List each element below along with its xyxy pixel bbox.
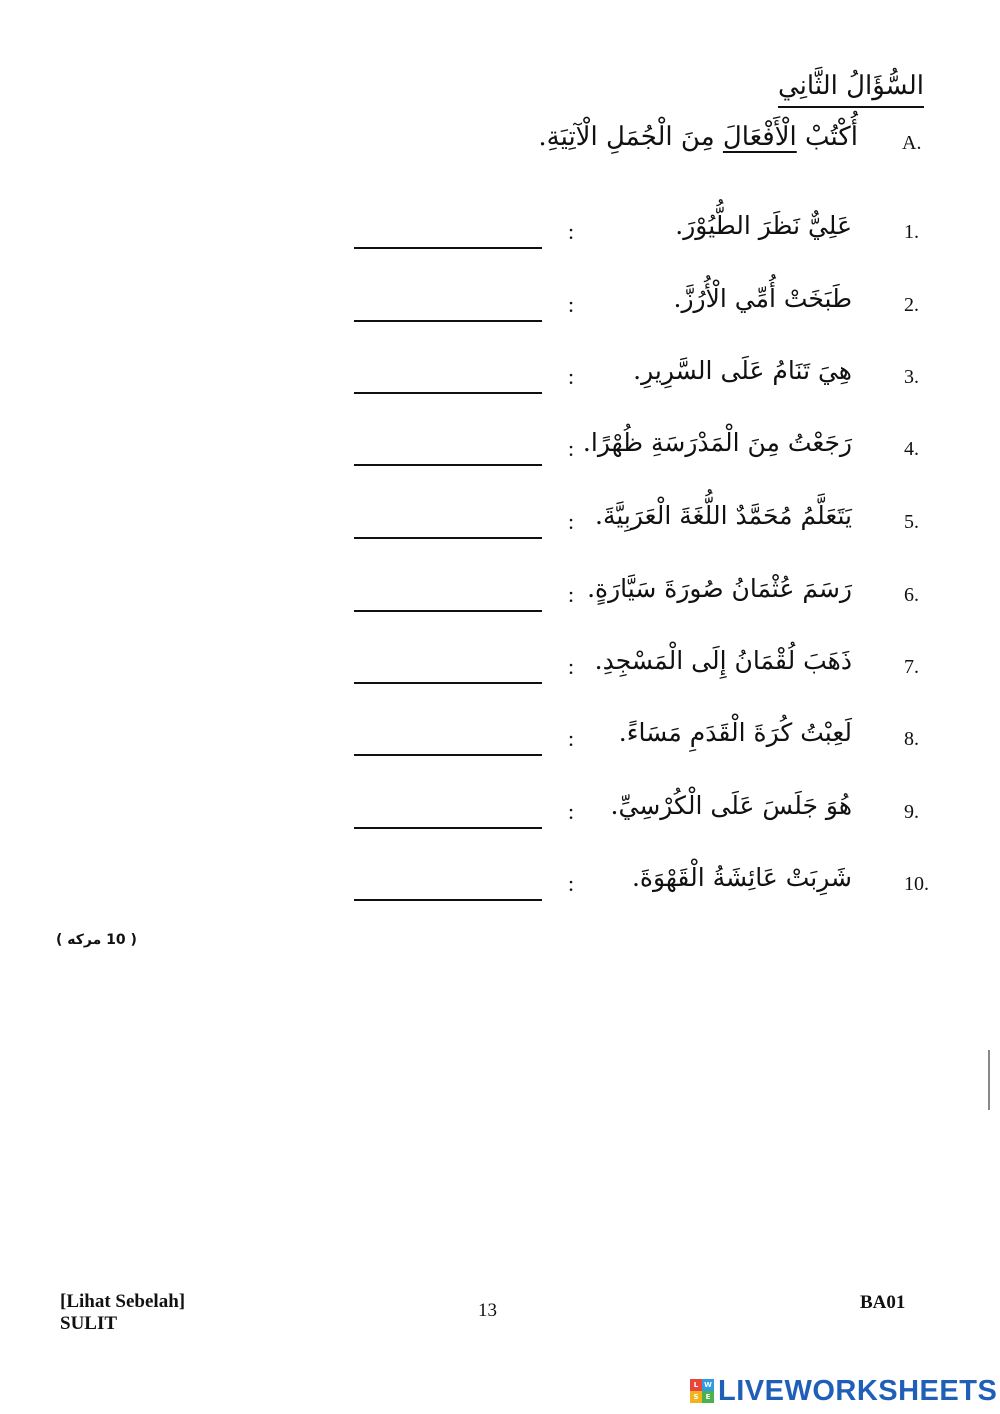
marks-label: ( 10 مركه ) — [56, 932, 137, 948]
question-row — [0, 714, 1000, 764]
scan-edge-mark — [988, 1050, 990, 1110]
question-number: 7. — [904, 656, 919, 678]
question-row — [0, 497, 1000, 547]
question-sentence: ذَهَبَ لُقْمَانُ إِلَى الْمَسْجِدِ. — [594, 646, 852, 675]
logo-cell: W — [702, 1379, 714, 1391]
answer-blank[interactable] — [354, 537, 542, 539]
instruction-underlined-word: الْأَفْعَالَ — [722, 122, 797, 152]
question-sentence: رَسَمَ عُثْمَانُ صُورَةَ سَيَّارَةٍ. — [587, 574, 852, 603]
question-number: 10. — [904, 873, 929, 895]
answer-blank[interactable] — [354, 247, 542, 249]
question-row — [0, 207, 1000, 257]
logo-cell: L — [690, 1379, 702, 1391]
answer-blank[interactable] — [354, 610, 542, 612]
question-number: 4. — [904, 438, 919, 460]
question-number: 1. — [904, 221, 919, 243]
question-sentence: رَجَعْتُ مِنَ الْمَدْرَسَةِ ظُهْرًا. — [582, 428, 852, 457]
question-number: 8. — [904, 728, 919, 750]
question-sentence: عَلِيٌّ نَظَرَ الطُّيُوْرَ. — [675, 211, 852, 240]
answer-blank[interactable] — [354, 827, 542, 829]
liveworksheets-logo-icon — [690, 1379, 714, 1403]
answer-blank[interactable] — [354, 682, 542, 684]
question-number: 5. — [904, 511, 919, 533]
question-number: 6. — [904, 584, 919, 606]
footer-see-next-page: [Lihat Sebelah] — [60, 1291, 186, 1312]
question-number: 9. — [904, 801, 919, 823]
brand-name: LIVEWORKSHEETS — [718, 1374, 998, 1407]
instruction-suffix: مِنَ الْجُمَلِ الْآتِيَةِ. — [538, 122, 723, 152]
instruction-prefix: أُكْتُبْ — [796, 122, 858, 152]
paper-code: BA01 — [860, 1292, 906, 1313]
question-number: 3. — [904, 366, 919, 388]
question-row — [0, 352, 1000, 402]
question-sentence: لَعِبْتُ كُرَةَ الْقَدَمِ مَسَاءً. — [618, 718, 852, 747]
section-heading: السُّؤَالُ الثَّانِي — [778, 70, 924, 108]
question-colon: : — [568, 509, 575, 534]
question-colon: : — [568, 799, 575, 824]
answer-blank[interactable] — [354, 392, 542, 394]
instruction-marker: A. — [902, 132, 922, 154]
footer-left — [60, 1291, 185, 1335]
question-row — [0, 787, 1000, 837]
question-colon: : — [568, 364, 575, 389]
question-sentence: شَرِبَتْ عَائِشَةُ الْقَهْوَةَ. — [631, 863, 852, 892]
answer-blank[interactable] — [354, 899, 542, 901]
question-row — [0, 859, 1000, 909]
question-row — [0, 570, 1000, 620]
question-colon: : — [568, 654, 575, 679]
instruction-text — [538, 122, 858, 152]
question-colon: : — [568, 219, 575, 244]
question-colon: : — [568, 871, 575, 896]
question-row — [0, 424, 1000, 474]
answer-blank[interactable] — [354, 464, 542, 466]
question-number: 2. — [904, 294, 919, 316]
footer-classification: SULIT — [60, 1312, 118, 1334]
question-colon: : — [568, 726, 575, 751]
answer-blank[interactable] — [354, 754, 542, 756]
logo-cell: S — [690, 1391, 702, 1403]
question-sentence: يَتَعَلَّمُ مُحَمَّدٌ اللُّغَةَ الْعَرَبِيَّةَ. — [595, 501, 852, 530]
question-row — [0, 280, 1000, 330]
question-sentence: هُوَ جَلَسَ عَلَى الْكُرْسِيِّ. — [610, 791, 852, 820]
answer-blank[interactable] — [354, 320, 542, 322]
question-row — [0, 642, 1000, 692]
question-colon: : — [568, 582, 575, 607]
question-sentence: طَبَخَتْ أُمِّي الْأُرُزَّ. — [673, 284, 852, 313]
question-sentence: هِيَ تَنَامُ عَلَى السَّرِيرِ. — [633, 356, 852, 385]
brand-watermark — [690, 1374, 997, 1408]
question-colon: : — [568, 292, 575, 317]
logo-cell: E — [702, 1391, 714, 1403]
page-number: 13 — [478, 1300, 497, 1321]
question-colon: : — [568, 436, 575, 461]
